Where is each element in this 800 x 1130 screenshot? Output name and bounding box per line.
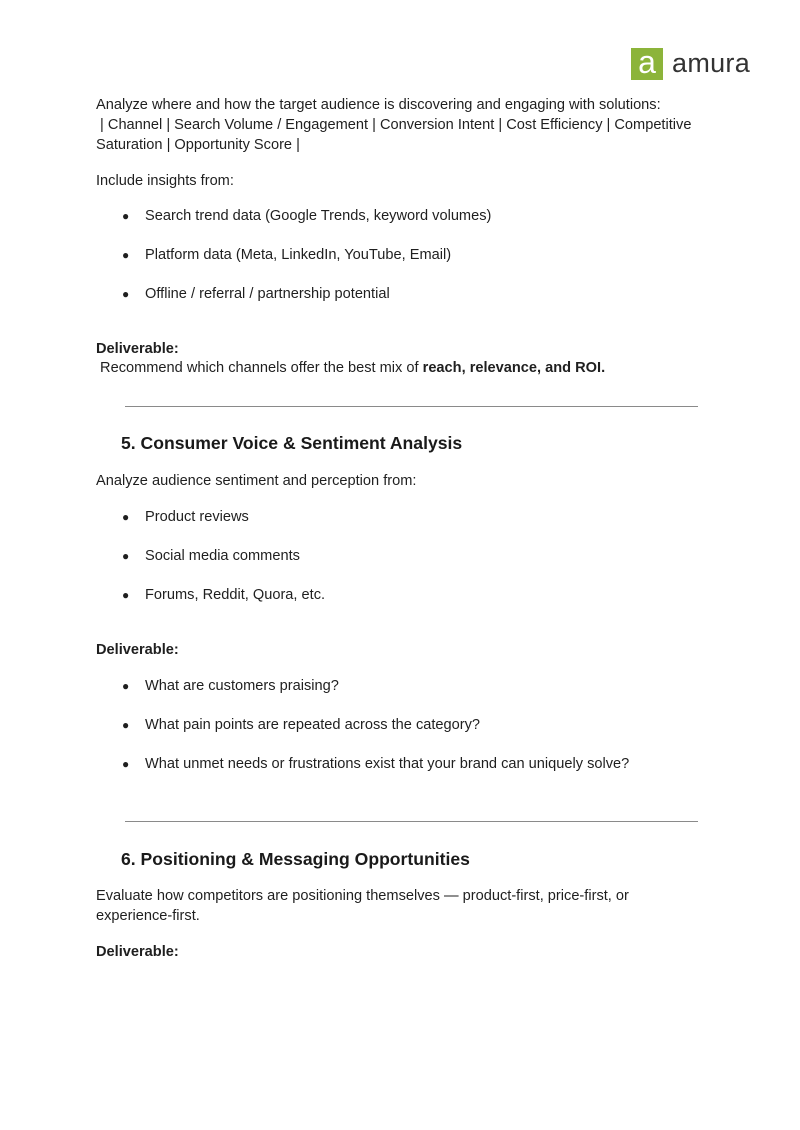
intro-line-2: | Channel | Search Volume / Engagement | Conversion Intent | Cost Efficiency | Competitive xyxy=(96,117,692,133)
divider xyxy=(125,821,698,822)
bullet-icon: ● xyxy=(122,510,130,524)
insights-label: Include insights from: xyxy=(96,173,234,189)
deliverable-label: Deliverable: xyxy=(96,944,179,960)
bullet-icon: ● xyxy=(122,209,130,223)
bullet-icon: ● xyxy=(122,588,130,602)
section-6-heading: 6. Positioning & Messaging Opportunities xyxy=(121,849,470,869)
bullet-icon: ● xyxy=(122,757,130,771)
deliverable-label: Deliverable: xyxy=(96,341,179,357)
section-6-intro-line-1: Evaluate how competitors are positioning themselves — product-first, price-first, or xyxy=(96,888,629,904)
bullet-icon: ● xyxy=(122,287,130,301)
intro-line-3: Saturation | Opportunity Score | xyxy=(96,137,300,153)
bullet-icon: ● xyxy=(122,718,130,732)
amura-logo-text: amura xyxy=(672,48,751,78)
deliverable-text: Recommend which channels offer the best mix of reach, relevance, and ROI. xyxy=(96,360,606,376)
bullet-icon: ● xyxy=(122,248,130,262)
section-6-intro-line-2: experience-first. xyxy=(96,908,200,924)
bullet-icon: ● xyxy=(122,679,130,693)
divider xyxy=(125,406,698,407)
section-5-heading: 5. Consumer Voice & Sentiment Analysis xyxy=(121,433,463,453)
amura-logo xyxy=(631,43,751,80)
amura-logo-mark: a xyxy=(631,48,663,80)
intro-line-1: Analyze where and how the target audience is discovering and engaging with solutions: xyxy=(96,97,661,113)
bullet-icon: ● xyxy=(122,549,130,563)
deliverable-label: Deliverable: xyxy=(96,642,179,658)
section-5-intro: Analyze audience sentiment and perception from: xyxy=(96,473,417,489)
